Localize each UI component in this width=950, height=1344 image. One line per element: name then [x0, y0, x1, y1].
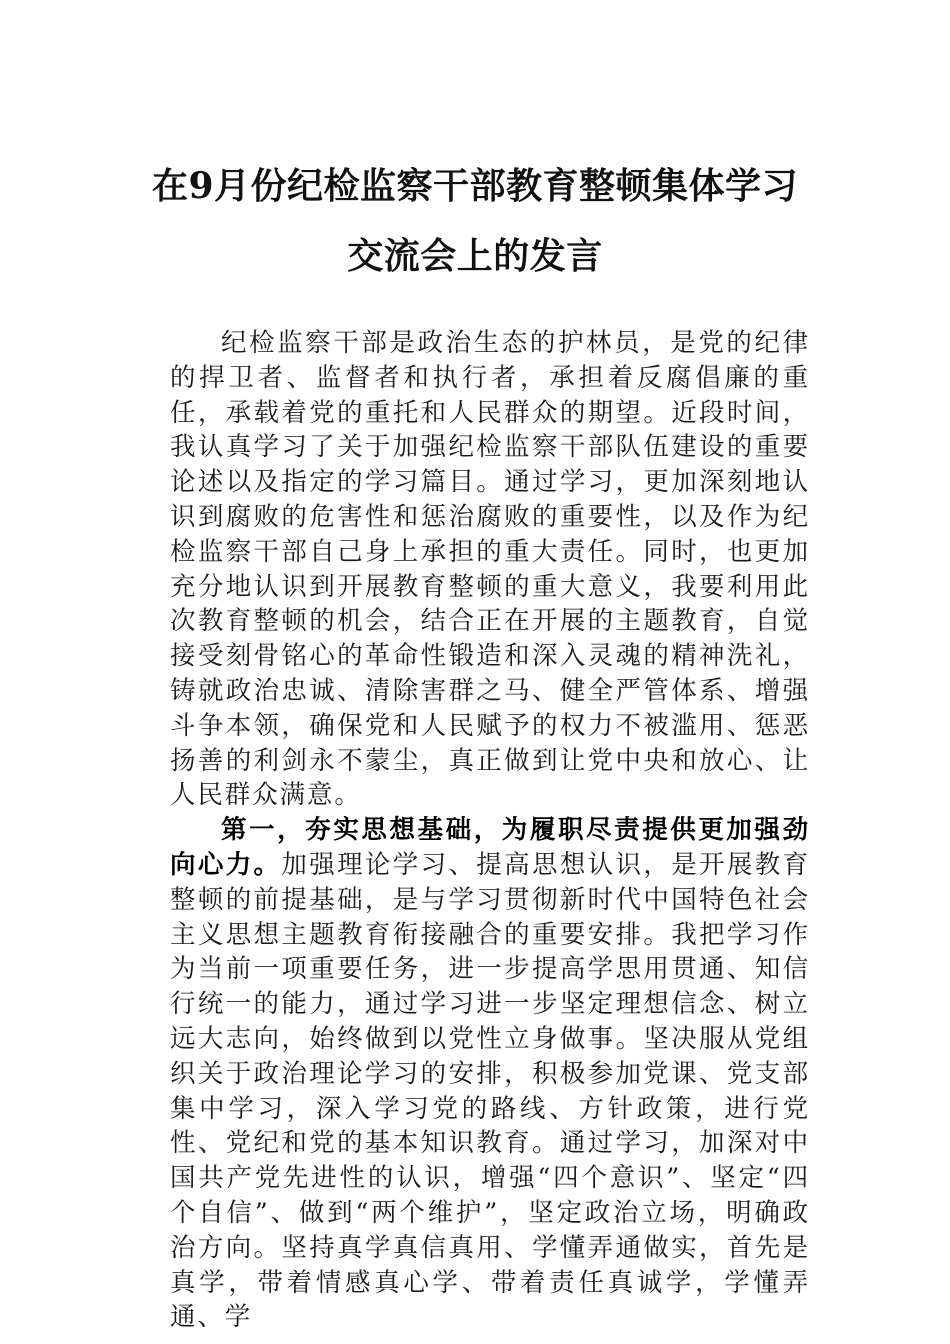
document-body	[170, 326, 810, 1335]
paragraph-first-point-text: 加强理论学习、提高思想认识，是开展教育整顿的前提基础，是与学习贯彻新时代中国特色社会主义思想主题教育衔接融合的重要安排。我把学习作为当前一项重要任务，进一步提高学思用贯通、知信行统一的能力，通过学习进一步坚定理想信念、树立远大志向，始终做到以党性立身做事。坚决服从党组织关于政治理论学习的安排，积极参加党课、党支部集中学习，深入学习党的路线、方针政策，进行党性、党纪和党的基本知识教育。通过学习，加深对中国共产党先进性的认识，增强“四个意识”、坚定“四个自信”、做到“两个维护”，坚定政治立场，明确政治方向。坚持真学真信真用、学懂弄通做实，首先是真学，带着情感真心学、带着责任真诚学，学懂弄通、学	[170, 849, 810, 1333]
document-title-line-1: 在9月份纪检监察干部教育整顿集体学习	[151, 165, 799, 207]
document-title-line-2: 交流会上的发言	[347, 235, 603, 277]
paragraph-intro: 纪检监察干部是政治生态的护林员，是党的纪律的捍卫者、监督者和执行者，承担着反腐倡廉的重任，承载着党的重托和人民群众的期望。近段时间，我认真学习了关于加强纪检监察干部队伍建设的重要论述以及指定的学习篇目。通过学习，更加深刻地认识到腐败的危害性和惩治腐败的重要性，以及作为纪检监察干部自己身上承担的重大责任。同时，也更加充分地认识到开展教育整顿的重大意义，我要利用此次教育整顿的机会，结合正在开展的主题教育，自觉接受刻骨铭心的革命性锻造和深入灵魂的精神洗礼，铸就政治忠诚、清除害群之马、健全严管体系、增强斗争本领，确保党和人民赋予的权力不被滥用、惩恶扬善的利剑永不蒙尘，真正做到让党中央和放心、让人民群众满意。	[170, 328, 810, 811]
paragraph-first-point	[170, 813, 810, 1335]
paragraph-first-point-heading: 第一，夯实思想基础，为履职尽责提供更加强劲向心力。	[170, 815, 810, 880]
